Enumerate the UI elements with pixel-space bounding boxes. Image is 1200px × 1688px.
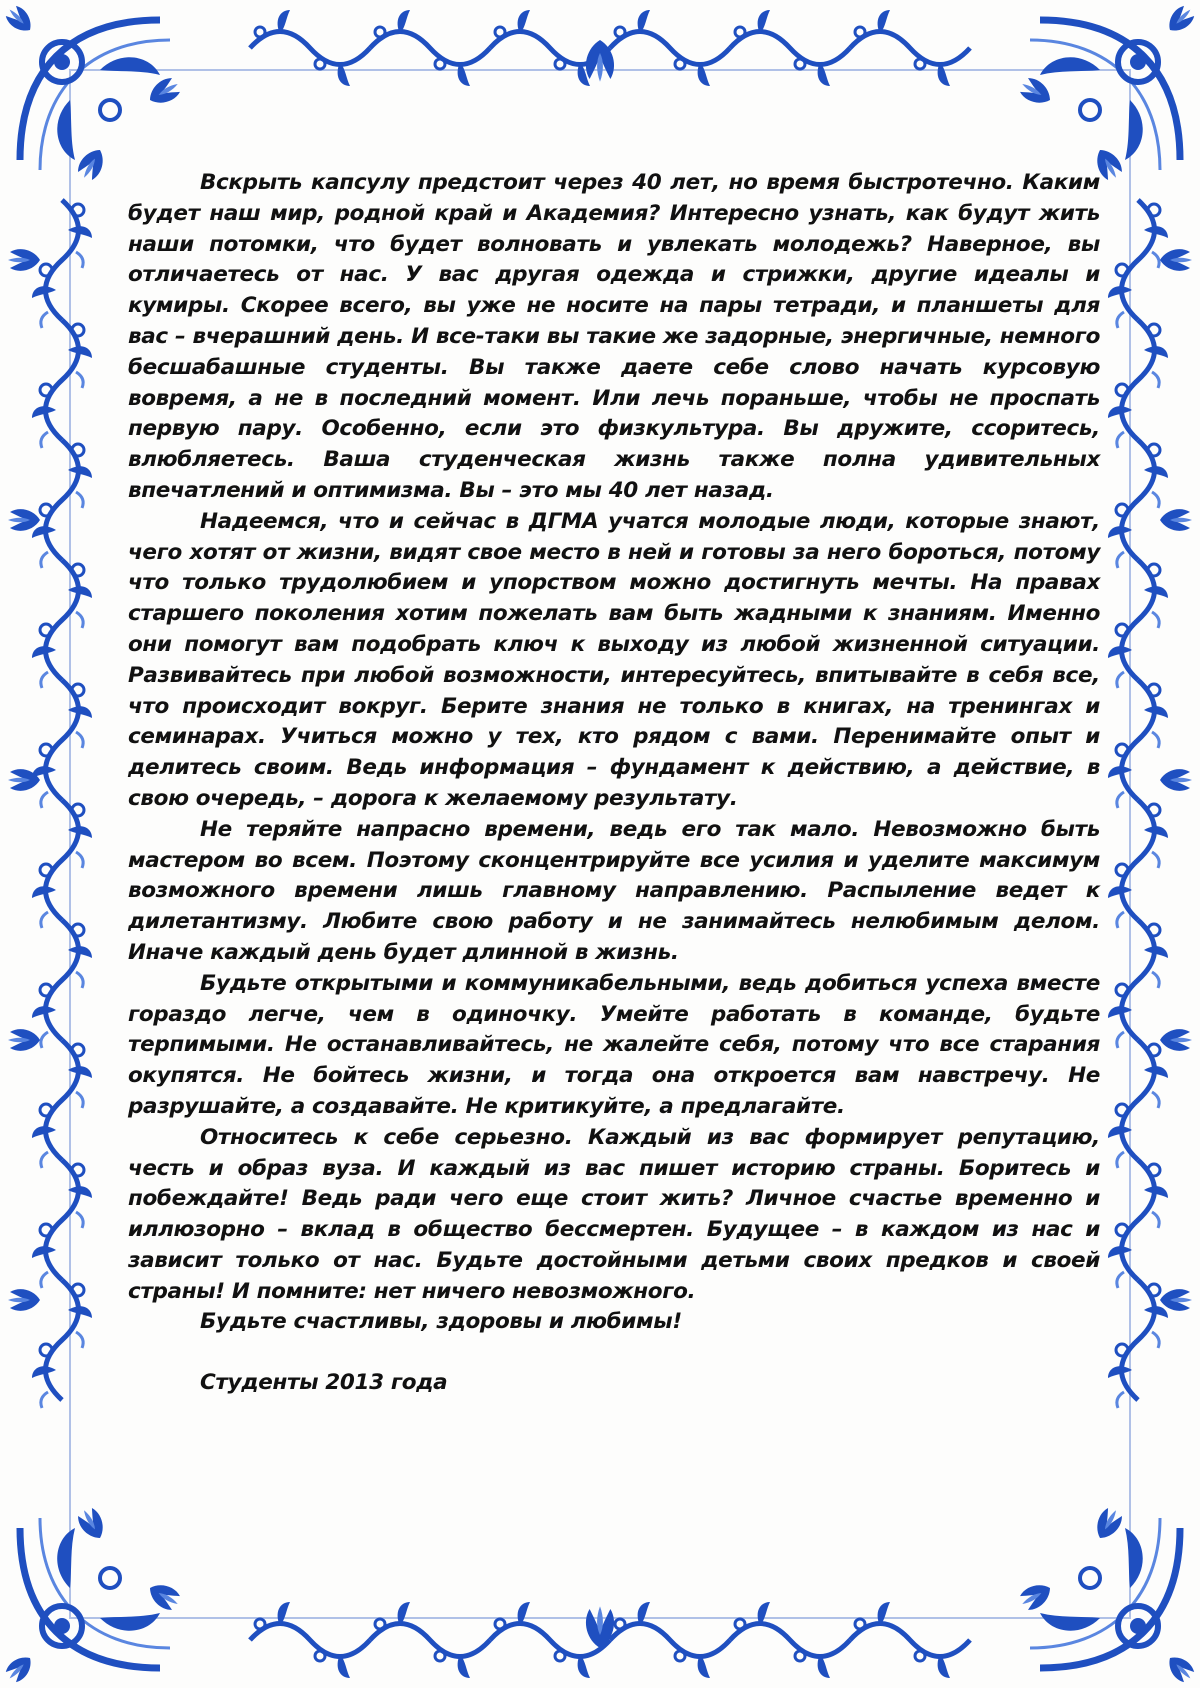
paragraph: Вскрыть капсулу предстоит через 40 лет, но время быстротечно. Каким будет наш мир, родной край и Академия? Интересно узнать, как будут жить наши потомки, что будет волновать и увлекать молодежь? Наверное, вы отличаетесь от нас. У вас другая одежда и стрижки, другие идеалы и кумиры. Скорее всего, вы уже не носите на пары тетради, и планшеты для вас – вчерашний день. И все-таки вы такие же задорные, энергичные, немного бесшабашные студенты. Вы также даете себе слово начать курсовую вовремя, а не в последний момент. Или лечь пораньше, чтобы не проспать первую пару. Особенно, если это физкультура. Вы дружите, ссоритесь, влюбляетесь. Ваша студенческая жизнь также полна удивительных впечатлений и оптимизма. Вы – это мы 40 лет назад. — [128, 170, 1100, 503]
paragraph: Не теряйте напрасно времени, ведь его так мало. Невозможно быть мастером во всем. Поэтому сконцентрируйте все усилия и уделите максимум возможного времени лишь главному направлению. Распыление ведет к дилетантизму. Любите свою работу и не занимайтесь нелюбимым делом. Иначе каждый день будет длинной в жизнь. — [128, 816, 1100, 965]
letter-text — [128, 168, 1100, 1399]
closing-wish: Будьте счастливы, здоровы и любимы! — [200, 1309, 682, 1335]
paragraph: Надеемся, что и сейчас в ДГМА учатся молодые люди, которые знают, чего хотят от жизни, видят свое место в ней и готовы за него бороться, потому что только трудолюбием и упорством можно достигнуть мечты. На правах старшего поколения хотим пожелать вам быть жадными к знаниям. Именно они помогут вам подобрать ключ к выходу из любой жизненной ситуации. Развивайтесь при любой возможности, интересуйтесь, впитывайте в себя все, что происходит вокруг. Берите знания не только в книгах, на тренингах и семинарах. Учиться можно у тех, кто рядом с вами. Перенимайте опыт и делитесь своим. Ведь информация – фундамент к действию, а действие, в свою очередь, – дорога к желаемому результату. — [128, 508, 1100, 811]
signature: Студенты 2013 года — [200, 1370, 448, 1396]
paragraph: Относитесь к себе серьезно. Каждый из вас формирует репутацию, честь и образ вуза. И каждый из вас пишет историю страны. Боритесь и побеждайте! Ведь ради чего еще стоит жить? Личное счастье временно и иллюзорно – вклад в общество бессмертен. Будущее – в каждом из нас и зависит только от нас. Будьте достойными детьми своих предков и своей страны! И помните: нет ничего невозможного. — [128, 1124, 1100, 1304]
paragraph: Будьте открытыми и коммуникабельными, ведь добиться успеха вместе гораздо легче, чем в одиночку. Умейте работать в команде, будьте терпимыми. Не останавливайтесь, не жалейте себя, потому что все старания окупятся. Не бойтесь жизни, и тогда она откроется вам навстречу. Не разрушайте, а создавайте. Не критикуйте, а предлагайте. — [128, 970, 1100, 1119]
